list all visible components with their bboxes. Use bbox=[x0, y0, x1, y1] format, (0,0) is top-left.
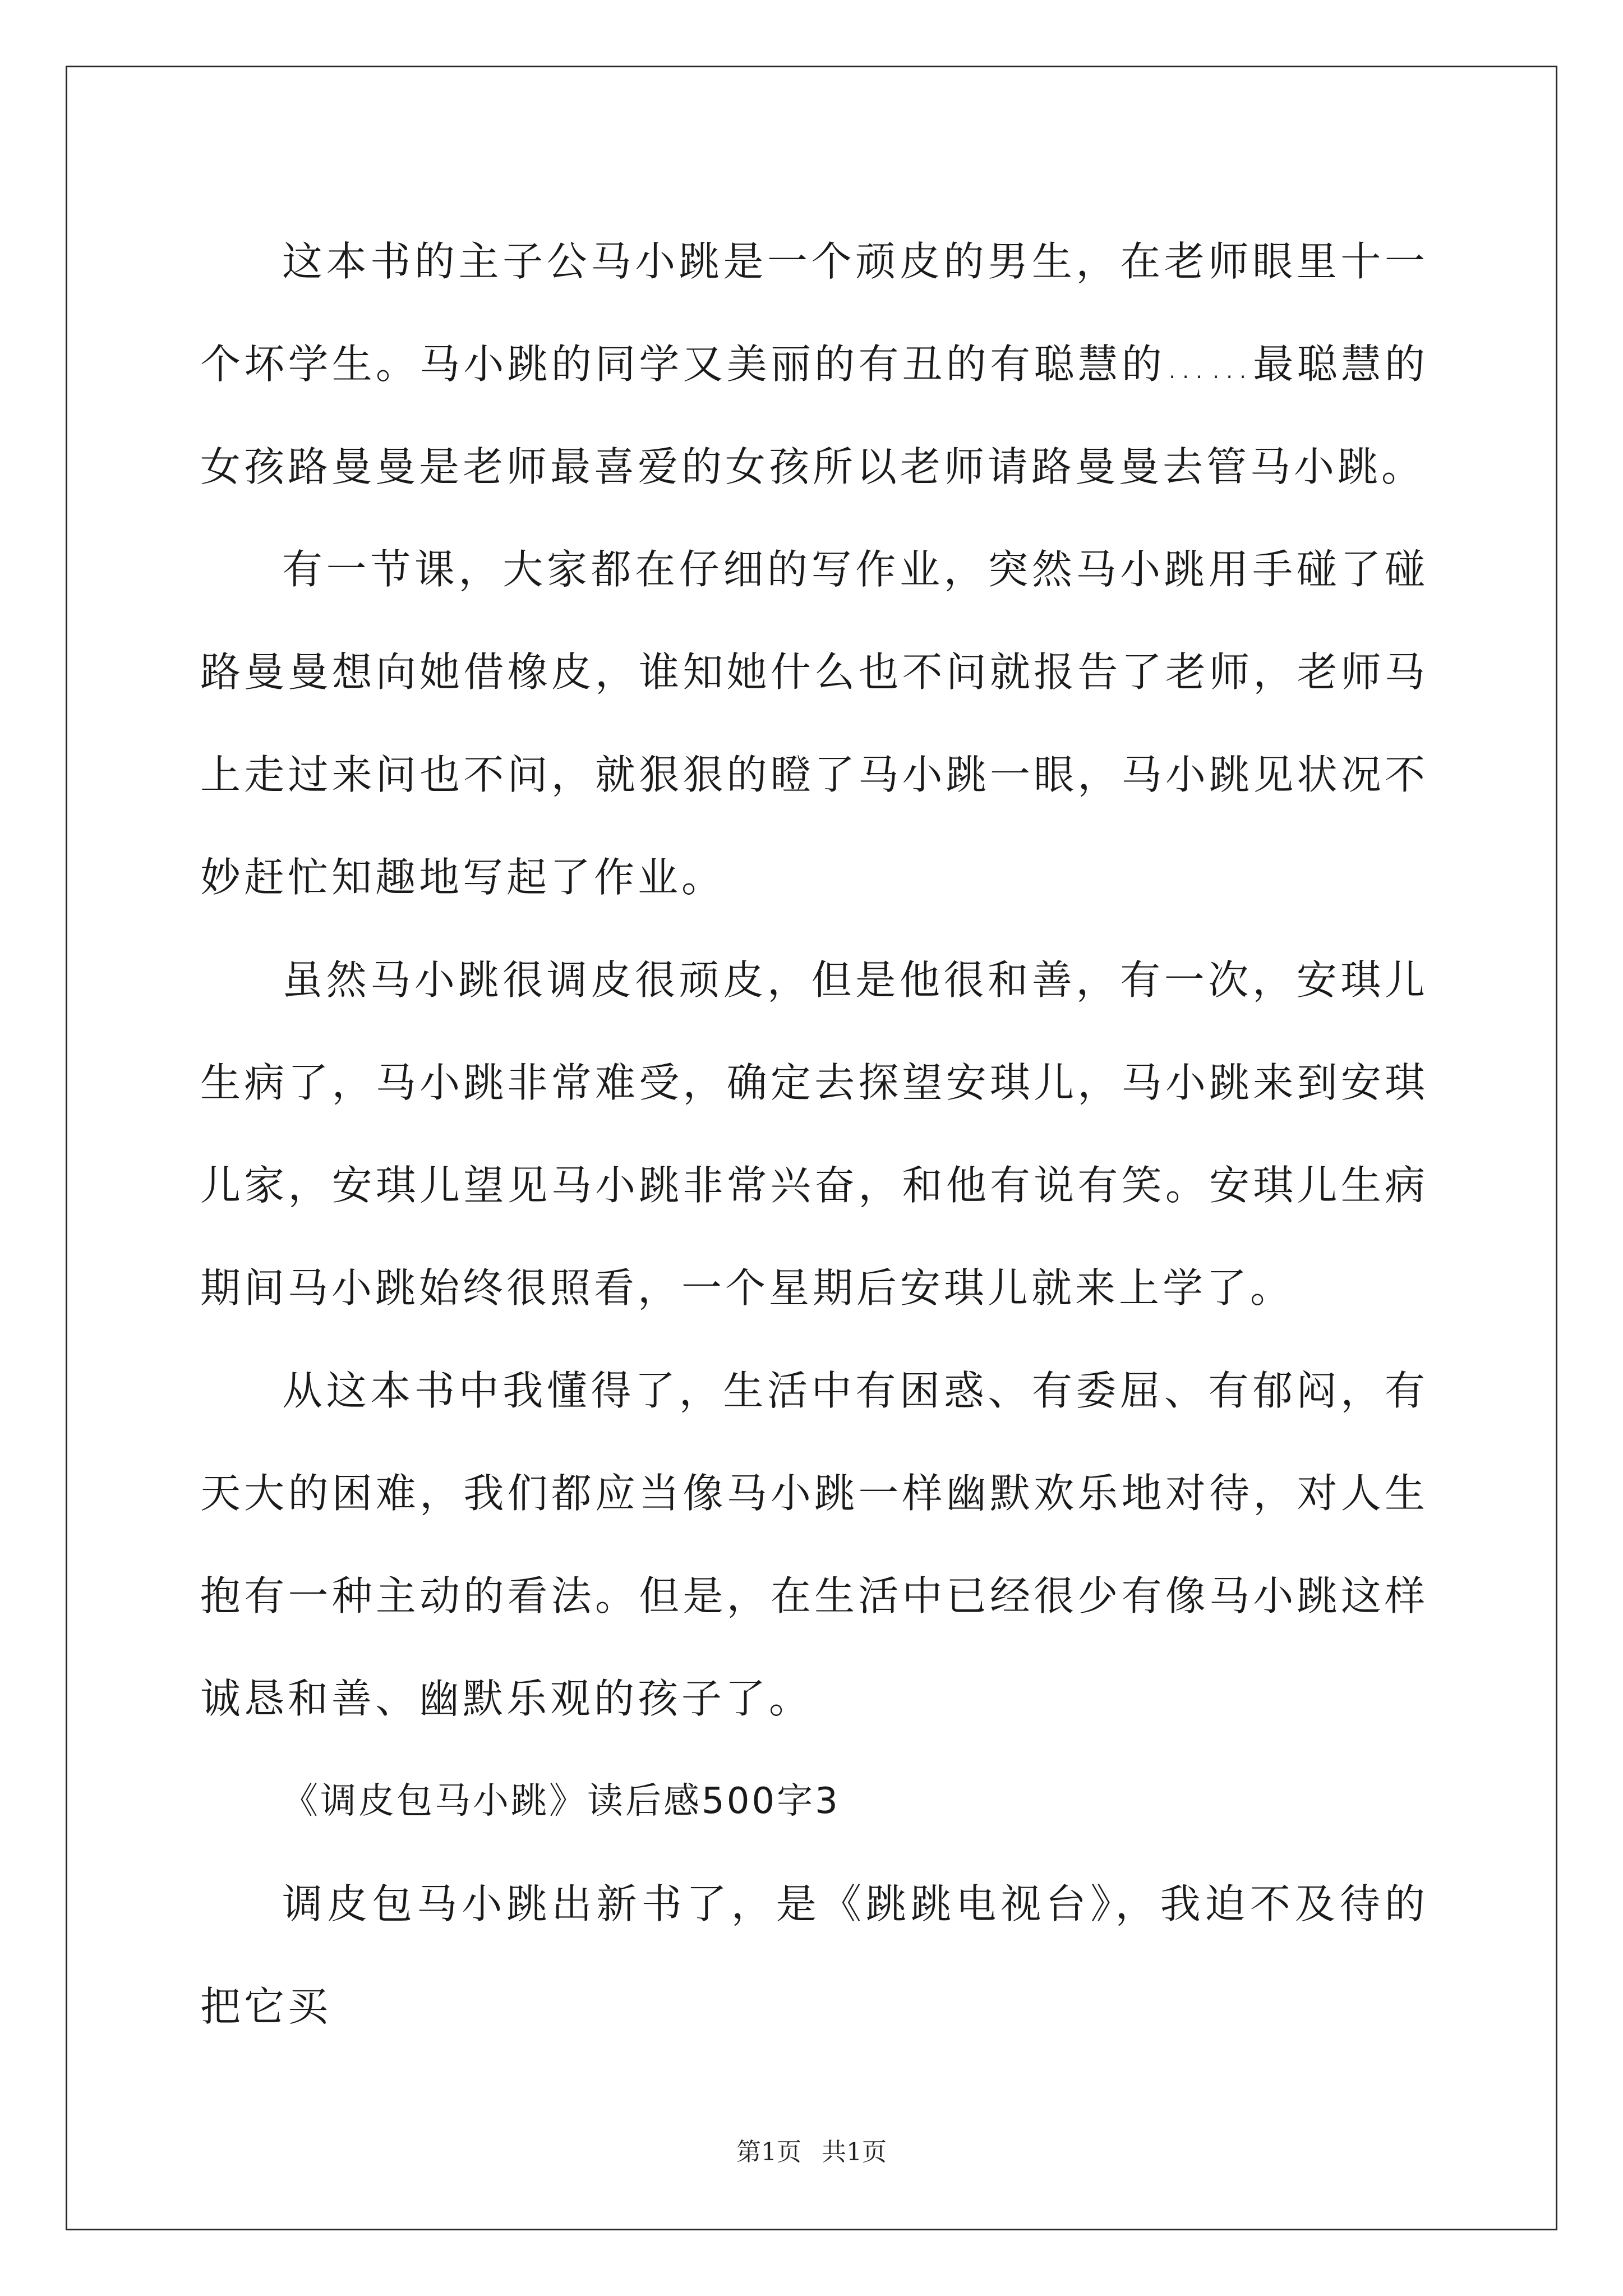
paragraph-4: 从这本书中我懂得了，生活中有困惑、有委屈、有郁闷，有天大的困难，我们都应当像马小跳一样幽默欢乐地对待，对人生抱有一种主动的看法。但是，在生活中已经很少有像马小跳这样诚恳和善、幽默乐观的孩子了。 bbox=[200, 1367, 1428, 1722]
document-body bbox=[200, 210, 1428, 2058]
paragraph-3: 虽然马小跳很调皮很顽皮，但是他很和善，有一次，安琪儿生病了，马小跳非常难受，确定去探望安琪儿，马小跳来到安琪儿家，安琪儿望见马小跳非常兴奋，和他有说有笑。安琪儿生病期间马小跳始终很照看，一个星期后安琪儿就来上学了。 bbox=[200, 956, 1428, 1312]
section-heading: 《调皮包马小跳》读后感500字3 bbox=[282, 1780, 840, 1822]
page-total: 共1页 bbox=[822, 2138, 887, 2166]
paragraph-5: 调皮包马小跳出新书了，是《跳跳电视台》，我迫不及待的把它买 bbox=[200, 1880, 1428, 2030]
paragraph-2: 有一节课，大家都在仔细的写作业，突然马小跳用手碰了碰路曼曼想向她借橡皮，谁知她什么也不问就报告了老师，老师马上走过来问也不问，就狠狠的瞪了马小跳一眼，马小跳见状况不妙赶忙知趣地写起了作业。 bbox=[200, 546, 1428, 901]
paragraph-1: 这本书的主子公马小跳是一个顽皮的男生，在老师眼里十一个坏学生。马小跳的同学又美丽的有丑的有聪慧的……最聪慧的女孩路曼曼是老师最喜爱的女孩所以老师请路曼曼去管马小跳。 bbox=[200, 238, 1428, 490]
page-footer bbox=[0, 2132, 1623, 2168]
page-number: 第1页 bbox=[736, 2138, 801, 2166]
